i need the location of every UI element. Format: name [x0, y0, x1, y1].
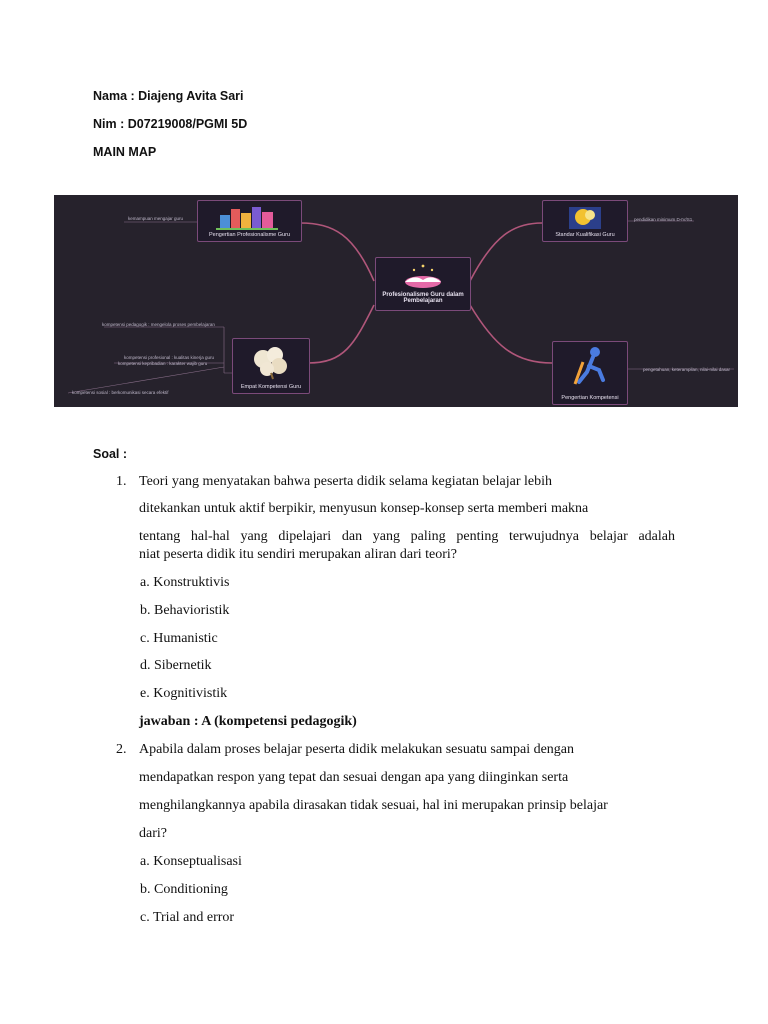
question-1-option: e. Kognitivistik: [140, 686, 228, 701]
question-2-option: b. Conditioning: [140, 882, 228, 897]
node-label: Pengertian Profesionalisme Guru: [208, 232, 290, 238]
node-label: Empat Kompetensi Guru: [240, 384, 302, 390]
leaf-kepribadian: kompetensi kepribadian : karakter wajib guru: [118, 361, 208, 366]
student-nim: Nim : D07219008/PGMI 5D: [93, 117, 248, 131]
leaf-pengetahuan: pengetahuan, keterampilan, nilai-nilai dasar: [643, 367, 731, 372]
connector-bottom-left: [308, 305, 374, 363]
section-title: MAIN MAP: [93, 145, 157, 159]
soal-heading: Soal :: [93, 447, 128, 461]
question-2-option: c. Trial and error: [140, 910, 235, 925]
connector-bottom-right: [470, 305, 552, 363]
node-standar-kualifikasi: [542, 200, 628, 242]
student-name: Nama : Diajeng Avita Sari: [93, 89, 244, 103]
question-1-option: c. Humanistic: [140, 631, 218, 646]
center-node-label: Profesionalisme Guru dalam Pembelajaran: [382, 292, 464, 304]
question-1-line: tentang hal-hal yang dipelajari dan yang paling penting terwujudnya belajar adalah: [139, 529, 675, 544]
question-1-answer: jawaban : A (kompetensi pedagogik): [139, 714, 357, 729]
city-buildings-icon: [198, 203, 301, 231]
figure-climbing-icon: [553, 344, 627, 390]
node-empat-kompetensi: [232, 338, 310, 394]
question-1-line: ditekankan untuk aktif berpikir, menyusun konsep-konsep serta memberi makna: [139, 501, 589, 516]
node-pengertian-kompetensi: [552, 341, 628, 405]
leaf-pendidikan: pendidikan minimum D-IV/S1: [634, 217, 693, 222]
leaf-sosial: kompetensi sosial : berkomunikasi secara efektif: [72, 390, 169, 395]
question-2-option: a. Konseptualisasi: [140, 854, 242, 869]
question-2-line: mendapatkan respon yang tepat dan sesuai dengan apa yang diinginkan serta: [139, 770, 569, 785]
mind-map-center-node: [375, 257, 471, 311]
node-pengertian-profesionalisme: [197, 200, 302, 242]
connector-top-left: [300, 223, 374, 281]
question-1-line: niat peserta didik itu sendiri merupakan aliran dari teori?: [139, 547, 457, 562]
node-label: Standar Kualifikasi Guru: [555, 232, 615, 238]
open-book-icon: [376, 260, 470, 290]
connector-top-right: [470, 223, 542, 281]
mind-map-image: [54, 195, 738, 407]
question-2-line: dari?: [139, 826, 167, 841]
node-label: Pengertian Kompetensi: [561, 395, 619, 401]
leaf-kemampuan: kemampuan mengajar guru: [128, 216, 184, 221]
question-2-line: Apabila dalam proses belajar peserta didik melakukan sesuatu sampai dengan: [139, 742, 575, 757]
question-1-number: 1.: [116, 474, 127, 489]
question-1-line: Teori yang menyatakan bahwa peserta didik selama kegiatan belajar lebih: [139, 474, 553, 489]
question-1-option: a. Konstruktivis: [140, 575, 230, 590]
question-1-option: b. Behavioristik: [140, 603, 230, 618]
leaf-pedagogik: kompetensi pedagogik : mengelola proses pembelajaran: [102, 322, 215, 327]
question-2-number: 2.: [116, 742, 127, 757]
sun-icon: [543, 203, 627, 231]
leaf-profesional: kompetensi profesional : kualitas kinerja guru: [124, 355, 215, 360]
question-1-option: d. Sibernetik: [140, 658, 212, 673]
question-2-line: menghilangkannya apabila dirasakan tidak sesuai, hal ini merupakan prinsip belajar: [139, 798, 608, 813]
cotton-plant-icon: [233, 341, 309, 381]
